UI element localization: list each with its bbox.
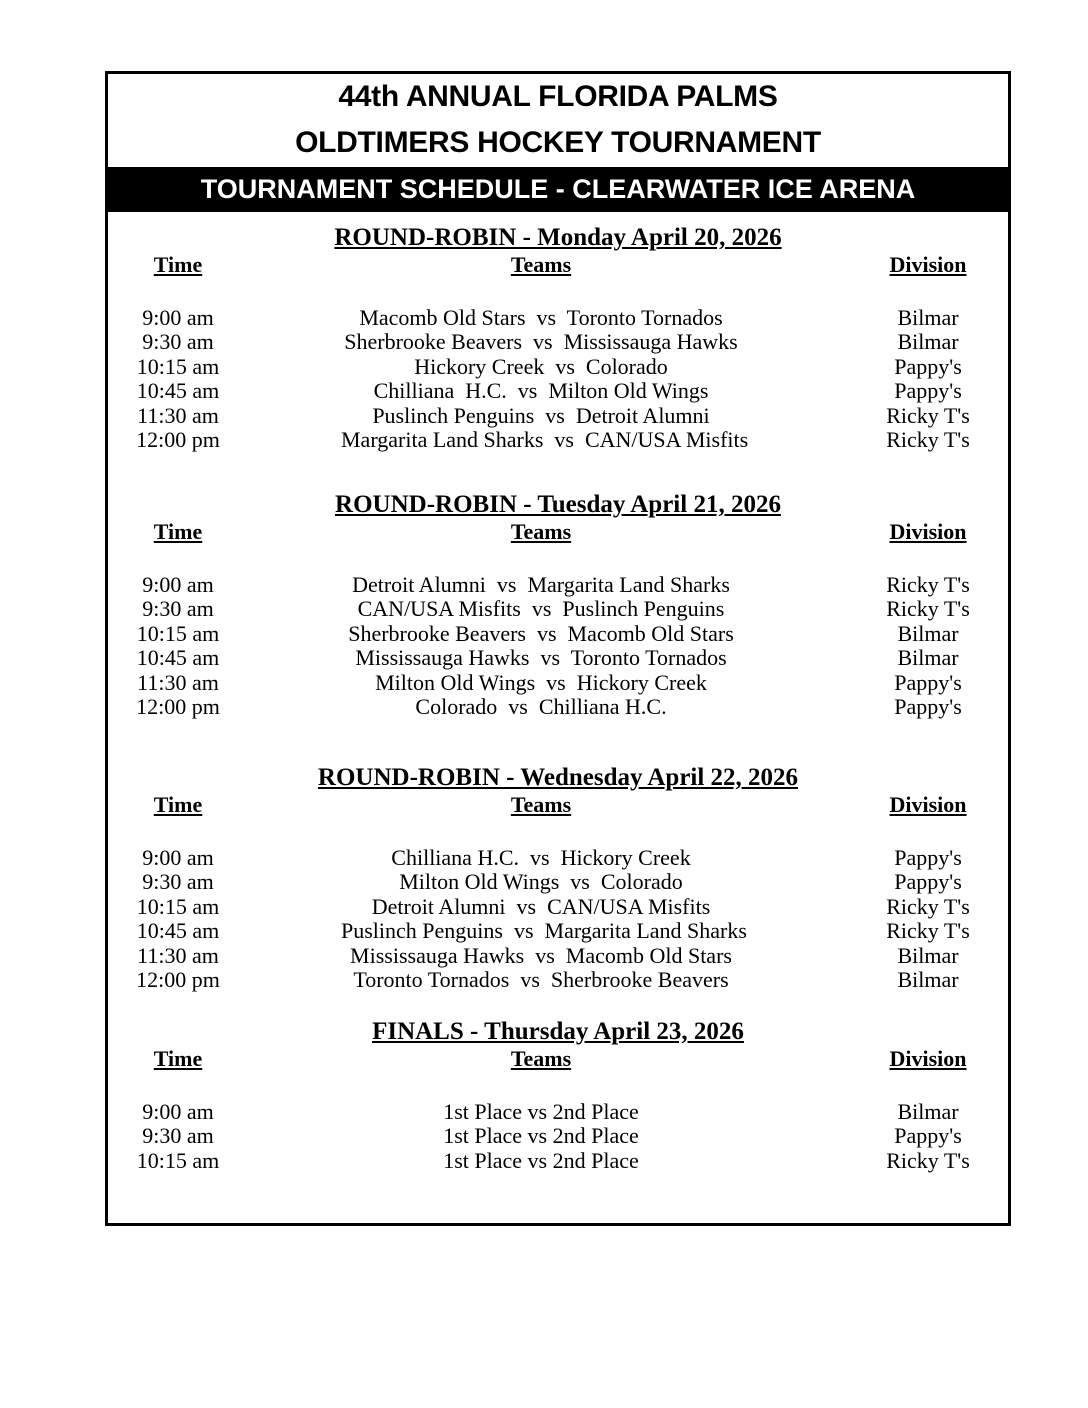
- schedule-frame: [105, 71, 1011, 1226]
- section-title: ROUND-ROBIN - Monday April 20, 2026: [334, 224, 782, 251]
- game-teams: 1st Place vs 2nd Place: [443, 1099, 639, 1124]
- game-time: 10:15 am: [136, 893, 220, 919]
- game-time: 9:00 am: [142, 572, 214, 597]
- games-list: [108, 1100, 1008, 1173]
- header-teams: Teams: [510, 1046, 572, 1071]
- game-division: Ricky T's: [886, 918, 970, 944]
- game-row: [108, 1100, 1008, 1124]
- header-time: Time: [153, 1046, 203, 1071]
- game-division: Bilmar: [897, 305, 959, 330]
- game-time: 9:00 am: [142, 1099, 214, 1124]
- game-time: 10:15 am: [136, 620, 220, 646]
- game-division: Bilmar: [897, 966, 959, 992]
- schedule-section: [108, 1018, 1008, 1173]
- game-row: [108, 597, 1008, 621]
- game-division: Pappy's: [894, 378, 962, 404]
- game-row: [108, 671, 1008, 695]
- game-row: [108, 695, 1008, 719]
- game-row: [108, 870, 1008, 894]
- game-teams: Puslinch Penguins vs Detroit Alumni: [372, 402, 710, 428]
- game-division: Ricky T's: [886, 426, 970, 452]
- header-time: Time: [153, 792, 203, 817]
- game-teams: Sherbrooke Beavers vs Macomb Old Stars: [348, 620, 734, 646]
- header-division: Division: [889, 1046, 967, 1071]
- game-row: [108, 1149, 1008, 1173]
- games-list: [108, 573, 1008, 719]
- game-division: Ricky T's: [886, 402, 970, 428]
- game-time: 11:30 am: [137, 402, 219, 428]
- game-time: 11:30 am: [137, 942, 219, 968]
- game-time: 9:30 am: [142, 1123, 214, 1149]
- game-teams: Macomb Old Stars vs Toronto Tornados: [359, 305, 723, 330]
- game-row: [108, 379, 1008, 403]
- game-teams: Toronto Tornados vs Sherbrooke Beavers: [353, 966, 729, 992]
- game-row: [108, 1124, 1008, 1148]
- game-division: Ricky T's: [886, 1147, 970, 1173]
- game-time: 11:30 am: [137, 669, 219, 695]
- game-teams: CAN/USA Misfits vs Puslinch Penguins: [357, 596, 725, 622]
- game-division: Ricky T's: [886, 572, 970, 597]
- game-division: Pappy's: [894, 693, 962, 719]
- game-row: [108, 846, 1008, 870]
- game-time: 10:15 am: [136, 353, 220, 379]
- games-list: [108, 846, 1008, 992]
- game-time: 9:30 am: [142, 869, 214, 895]
- game-row: [108, 622, 1008, 646]
- game-row: [108, 646, 1008, 670]
- game-teams: Detroit Alumni vs Margarita Land Sharks: [352, 572, 730, 597]
- game-teams: Puslinch Penguins vs Margarita Land Sharks: [341, 918, 747, 944]
- title-line-1: 44th ANNUAL FLORIDA PALMS: [338, 80, 778, 113]
- schedule-section: [108, 491, 1008, 719]
- game-teams: Margarita Land Sharks vs CAN/USA Misfits: [341, 426, 749, 452]
- game-time: 9:00 am: [142, 845, 214, 870]
- game-time: 9:30 am: [142, 596, 214, 622]
- section-title: FINALS - Thursday April 23, 2026: [372, 1018, 744, 1045]
- schedule-section: [108, 224, 1008, 452]
- header-time: Time: [153, 519, 203, 544]
- section-title: ROUND-ROBIN - Wednesday April 22, 2026: [317, 764, 799, 791]
- game-time: 10:45 am: [136, 918, 220, 944]
- game-row: [108, 895, 1008, 919]
- column-headers: [108, 1046, 1008, 1076]
- header-teams: Teams: [510, 252, 572, 277]
- game-teams: Sherbrooke Beavers vs Mississauga Hawks: [344, 329, 738, 355]
- game-row: [108, 428, 1008, 452]
- game-row: [108, 968, 1008, 992]
- game-division: Bilmar: [897, 645, 959, 671]
- game-row: [108, 944, 1008, 968]
- header-teams: Teams: [510, 792, 572, 817]
- schedule-banner: TOURNAMENT SCHEDULE - CLEARWATER ICE ARENA: [108, 167, 1008, 212]
- title-line-2: OLDTIMERS HOCKEY TOURNAMENT: [295, 126, 821, 159]
- game-teams: Mississauga Hawks vs Macomb Old Stars: [350, 942, 732, 968]
- section-title: ROUND-ROBIN - Tuesday April 21, 2026: [335, 491, 781, 518]
- game-division: Bilmar: [897, 1099, 959, 1124]
- game-teams: Colorado vs Chilliana H.C.: [415, 693, 667, 719]
- game-teams: Detroit Alumni vs CAN/USA Misfits: [371, 893, 711, 919]
- game-division: Bilmar: [897, 329, 959, 355]
- game-division: Bilmar: [897, 942, 959, 968]
- game-teams: Milton Old Wings vs Hickory Creek: [375, 669, 707, 695]
- game-division: Pappy's: [894, 353, 962, 379]
- game-time: 10:15 am: [136, 1147, 220, 1173]
- game-teams: 1st Place vs 2nd Place: [443, 1123, 639, 1149]
- game-time: 9:00 am: [142, 305, 214, 330]
- game-time: 12:00 pm: [136, 426, 220, 452]
- header-division: Division: [889, 519, 967, 544]
- game-division: Ricky T's: [886, 893, 970, 919]
- column-headers: [108, 519, 1008, 549]
- game-teams: Mississauga Hawks vs Toronto Tornados: [355, 645, 727, 671]
- header-division: Division: [889, 792, 967, 817]
- games-list: [108, 306, 1008, 452]
- column-headers: [108, 252, 1008, 282]
- game-row: [108, 404, 1008, 428]
- game-division: Pappy's: [894, 869, 962, 895]
- game-division: Pappy's: [894, 1123, 962, 1149]
- game-division: Pappy's: [894, 845, 962, 870]
- game-row: [108, 330, 1008, 354]
- game-teams: Hickory Creek vs Colorado: [414, 353, 668, 379]
- game-teams: Milton Old Wings vs Colorado: [399, 869, 683, 895]
- game-row: [108, 306, 1008, 330]
- header-time: Time: [153, 252, 203, 277]
- game-time: 10:45 am: [136, 645, 220, 671]
- game-time: 9:30 am: [142, 329, 214, 355]
- header-division: Division: [889, 252, 967, 277]
- game-division: Bilmar: [897, 620, 959, 646]
- game-time: 12:00 pm: [136, 693, 220, 719]
- game-division: Ricky T's: [886, 596, 970, 622]
- game-time: 12:00 pm: [136, 966, 220, 992]
- game-time: 10:45 am: [136, 378, 220, 404]
- schedule-section: [108, 764, 1008, 992]
- game-teams: Chilliana H.C. vs Milton Old Wings: [373, 378, 709, 404]
- game-teams: 1st Place vs 2nd Place: [443, 1147, 639, 1173]
- game-division: Pappy's: [894, 669, 962, 695]
- game-row: [108, 355, 1008, 379]
- game-row: [108, 573, 1008, 597]
- game-row: [108, 919, 1008, 943]
- game-teams: Chilliana H.C. vs Hickory Creek: [391, 845, 691, 870]
- header-teams: Teams: [510, 519, 572, 544]
- column-headers: [108, 792, 1008, 822]
